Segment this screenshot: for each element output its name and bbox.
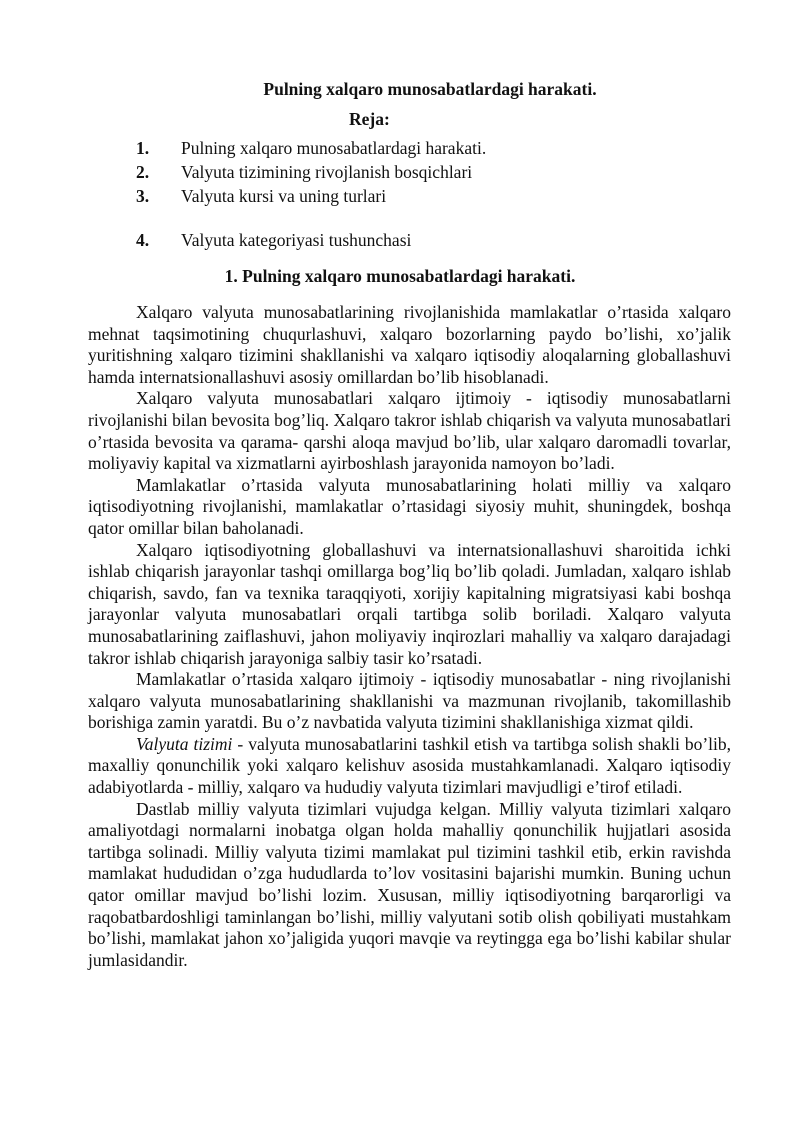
- term-definition: - valyuta munosabatlarini tashkil etish va tartibga solish shakli bo’lib, maxalliy qonunchilik yoki xalqaro kelishuv asosida mustahkamlanadi. Xalqaro iqtisodiy adabiyotlarda - milliy, xalqaro va hududiy valyuta tizimlari mavjudligi e’tirof etiladi.: [88, 733, 731, 798]
- plan-item-text: Valyuta tizimining rivojlanish bosqichlari: [181, 162, 473, 182]
- plan-item-number: 2.: [136, 162, 150, 182]
- plan-item-text: Valyuta kategoriyasi tushunchasi: [181, 230, 412, 250]
- plan-item-number: 1.: [136, 138, 150, 158]
- body-paragraph: Xalqaro valyuta munosabatlari xalqaro ijtimoiy - iqtisodiy munosabatlarni rivojlanishi bilan bevosita bog’liq. Xalqaro takror ishlab chiqarish va valyuta munosabatlari o’rtasida bevosita va qarama- qarshi aloqa mavjud bo’lib, ular xalqaro daromadli tovarlar, moliyaviy kapital va xizmatlarni ayirboshlash jarayonida namoyon bo’ladi.: [88, 388, 731, 474]
- plan-item-text: Pulning xalqaro munosabatlardagi harakati.: [181, 138, 487, 158]
- term-italic: Valyuta tizimi: [136, 733, 233, 754]
- plan-item-number: 3.: [136, 186, 150, 206]
- valyuta-tizimi-paragraph: [88, 734, 731, 799]
- body-paragraph: Xalqaro valyuta munosabatlarining rivojlanishida mamlakatlar o’rtasida xalqaro mehnat taqsimotining chuqurlashuvi, xalqaro bozorlarning paydo bo’lishi, xo’jalik yuritishning xalqaro tizimini shakllanishi va xalqaro iqtisodiy aloqalarning globallashuvi hamda internatsionallashuvi asosiy omillardan bo’lib hisoblanadi.: [88, 302, 731, 387]
- body-paragraph: Dastlab milliy valyuta tizimlari vujudga kelgan. Milliy valyuta tizimlari xalqaro amaliyotdagi normalarni inobatga olgan holda mahalliy qonunchilik hujjatlari asosida tartibga solinadi. Milliy valyuta tizimi mamlakat pul tizimini tashkil etib, erkin ravishda mamlakat hududidan o’zga hududlarda to’lov vositasini bajarishi mumkin. Buning uchun qator omillar mavjud bo’lishi lozim. Xususan, milliy iqtisodiyotning barqarorligi va raqobatbardoshligi taminlangan bo’lishi, milliy valyutani sotib olish qobiliyati mustahkam bo’lishi, mamlakat jahon xo’jaligida yuqori mavqie va reytingga ega bo’lishi kabilar shular jumlasidandir.: [88, 798, 731, 970]
- body-paragraph: Xalqaro iqtisodiyotning globallashuvi va internatsionallashuvi sharoitida ichki ishlab chiqarish jarayonlar tashqi omillarga bog’liq bo’lib qoladi. Jumladan, xalqaro ishlab chiqarish, savdo, fan va texnika taraqqiyoti, xorijiy kapitalning migratsiyasi kabi boshqa jarayonlar valyuta munosabatlari orqali tartibga solib boriladi. Xalqaro valyuta munosabatlarining zaiflashuvi, jahon moliyaviy inqirozlari mahalliy va xalqaro darajadagi takror ishlab chiqarish jarayoniga salbiy tasir ko’rsatadi.: [88, 539, 731, 668]
- document-title: Pulning xalqaro munosabatlardagi harakati.: [263, 79, 597, 99]
- body-paragraph: Mamlakatlar o’rtasida valyuta munosabatlarining holati milliy va xalqaro iqtisodiyotning rivojlanishi, mamlakatlar o’rtasidagi siyosiy muhit, shuningdek, boshqa qator omillar bilan baholanadi.: [88, 474, 731, 538]
- body-text: [88, 302, 731, 971]
- plan-heading: Reja:: [349, 109, 390, 129]
- section-heading: 1. Pulning xalqaro munosabatlardagi harakati.: [224, 266, 576, 286]
- plan-item-text: Valyuta kursi va uning turlari: [181, 186, 387, 206]
- plan-item-number: 4.: [136, 230, 150, 250]
- body-paragraph: Mamlakatlar o’rtasida xalqaro ijtimoiy - iqtisodiy munosabatlar - ning rivojlanishi xalqaro valyuta munosabatlarining shakllanishi va mazmunan rivojlanib, takomillashib borishiga zamin yaratdi. Bu o’z navbatida valyuta tizimini shakllanishiga xizmat qildi.: [88, 669, 731, 733]
